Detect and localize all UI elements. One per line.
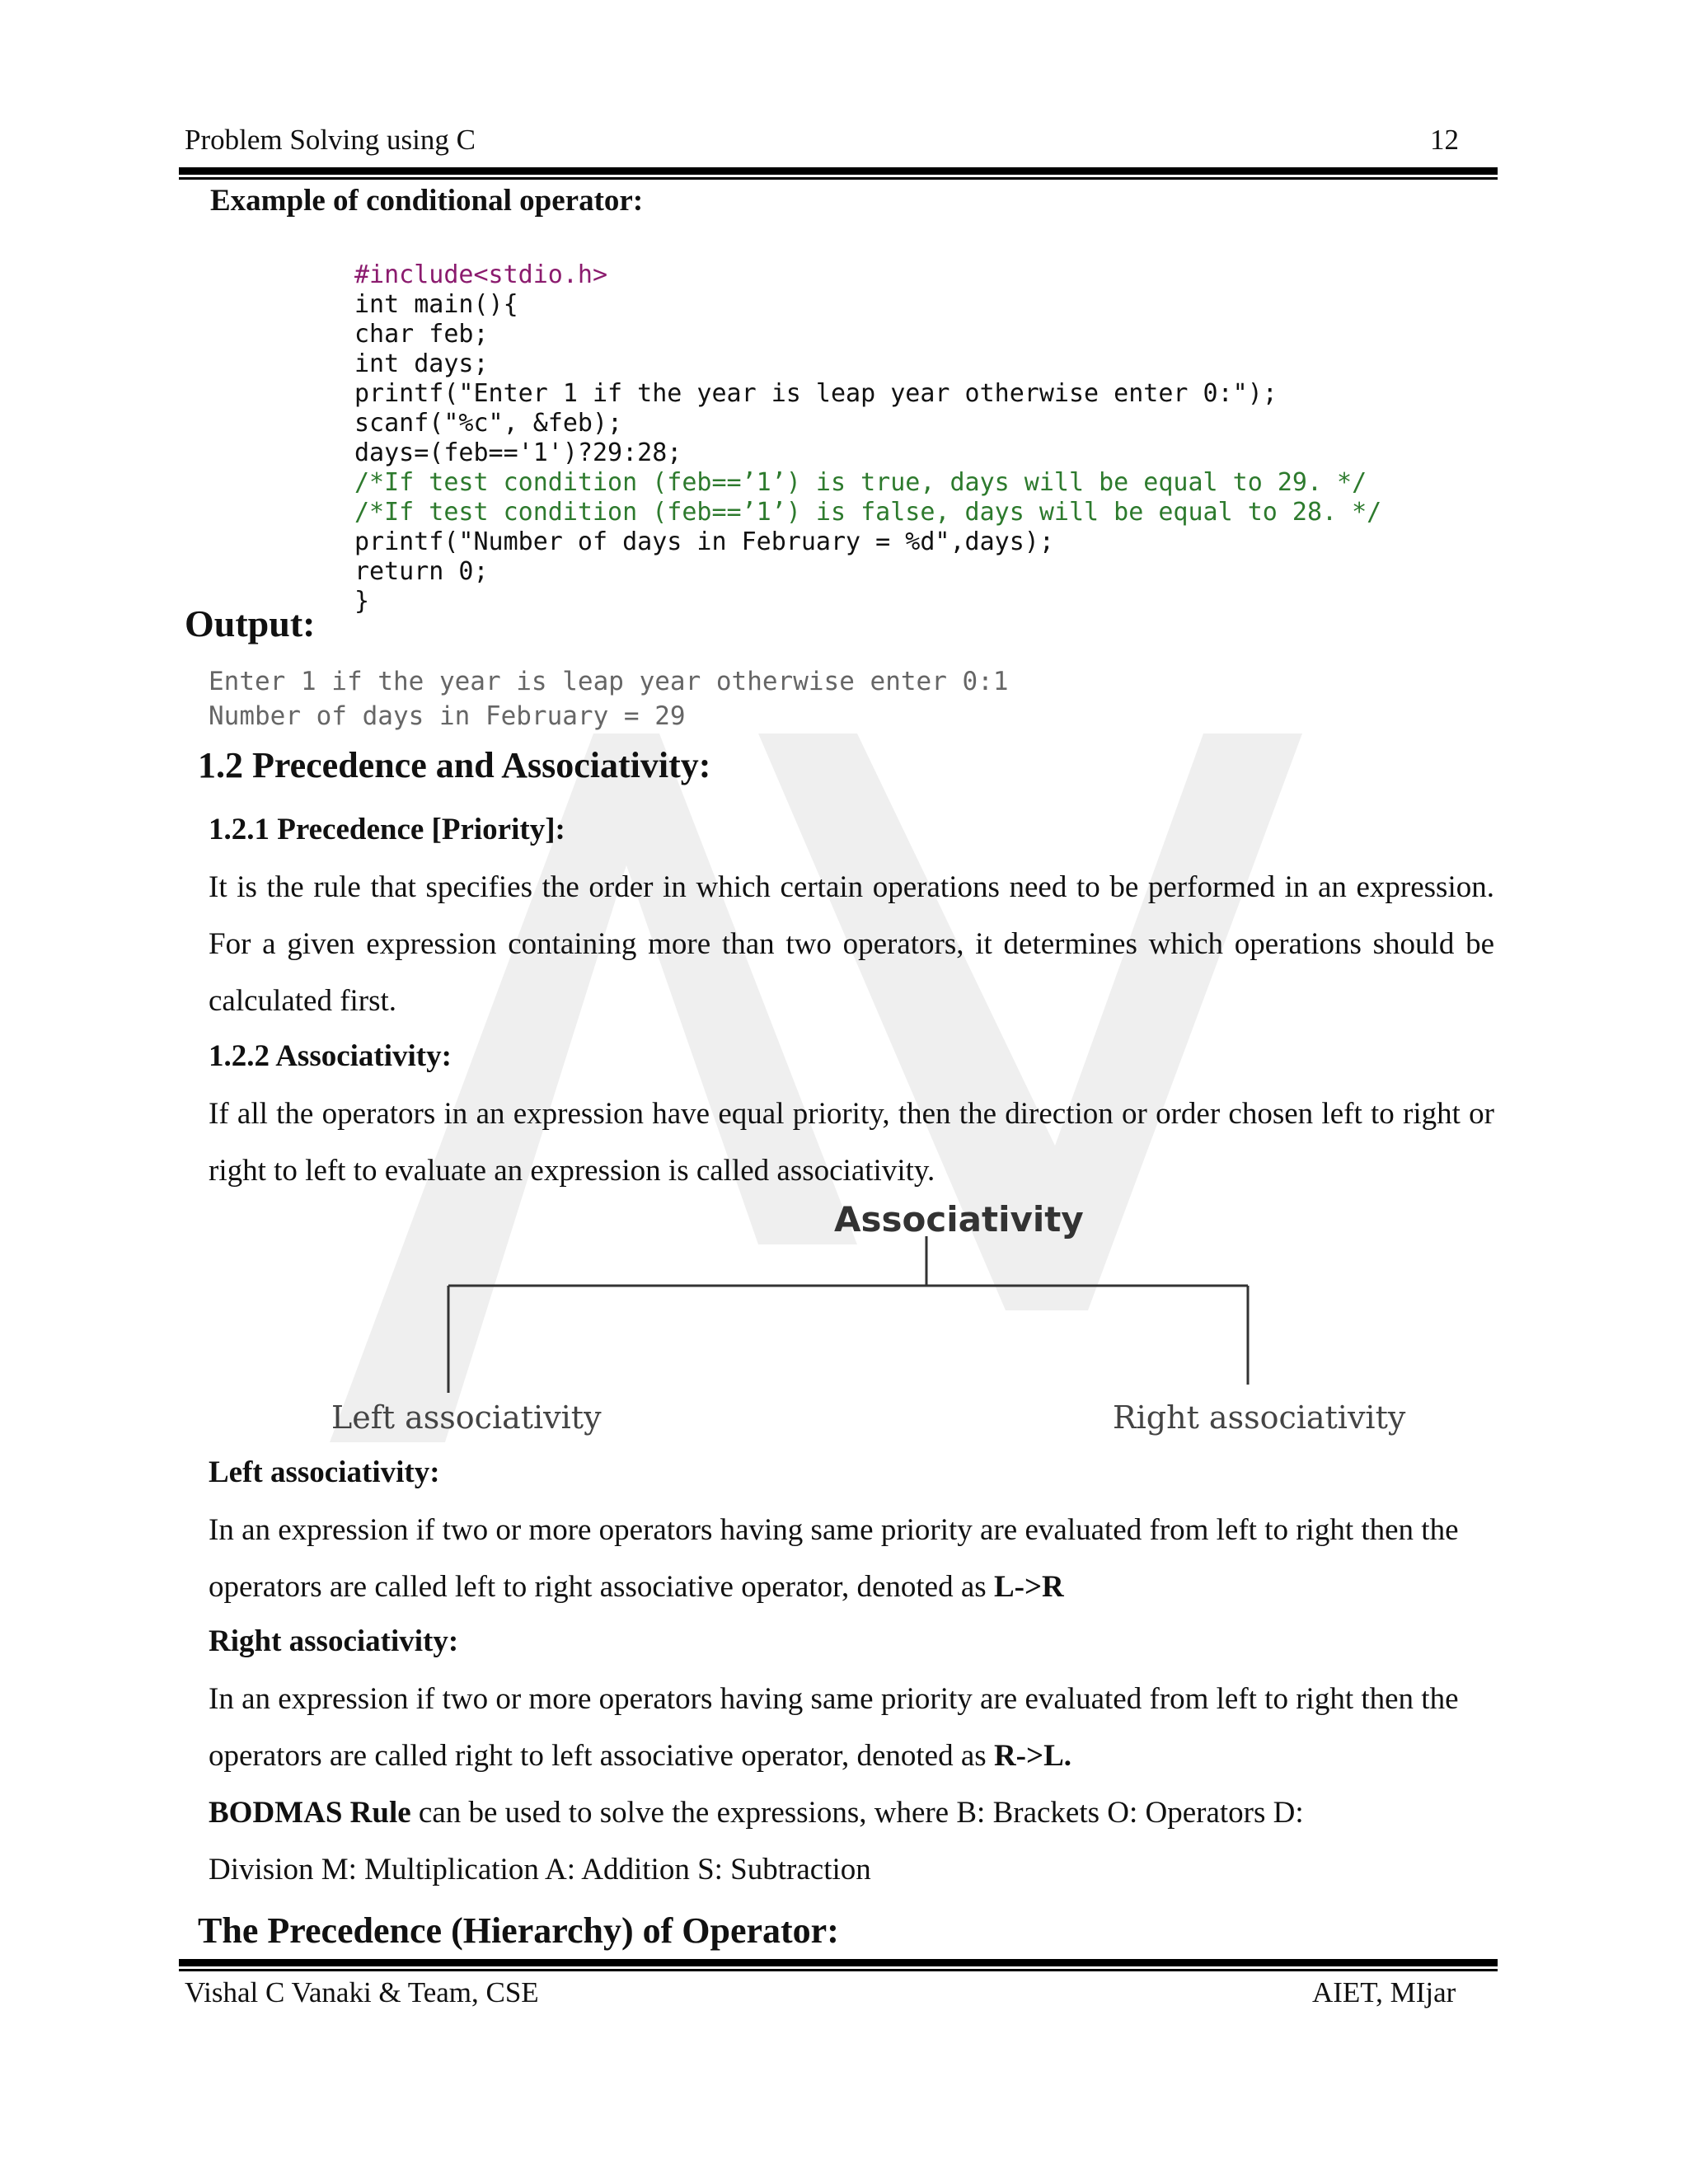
code-line: printf("Number of days in February = %d",days); xyxy=(354,527,1054,556)
left-assoc-notation: L->R xyxy=(993,1570,1064,1604)
precedence-table-heading: The Precedence (Hierarchy) of Operator: xyxy=(198,1910,839,1951)
code-line: char feb; xyxy=(354,320,489,349)
output-line: Enter 1 if the year is leap year otherwise enter 0:1 xyxy=(209,667,1009,696)
output-block xyxy=(209,664,1009,733)
header-rule-thin xyxy=(179,177,1498,180)
right-assoc-heading: Right associativity: xyxy=(209,1624,459,1658)
subsection-heading-precedence: 1.2.1 Precedence [Priority]: xyxy=(209,813,565,846)
bodmas-term: BODMAS Rule xyxy=(209,1796,411,1830)
code-line: printf("Enter 1 if the year is leap year otherwise enter 0:"); xyxy=(354,379,1278,408)
output-line: Number of days in February = 29 xyxy=(209,701,686,731)
associativity-paragraph: If all the operators in an expression have equal priority, then the direction or order chosen left to right or right to left to evaluate an expression is called associativity. xyxy=(209,1097,1494,1188)
code-line: /*If test condition (feb==’1’) is true, days will be equal to 29. */ xyxy=(354,468,1367,497)
code-block xyxy=(354,231,1381,646)
subsection-heading-associativity: 1.2.2 Associativity: xyxy=(209,1039,452,1073)
right-assoc-notation: R->L. xyxy=(993,1739,1071,1773)
code-line: days=(feb=='1')?29:28; xyxy=(354,438,682,467)
code-line: int days; xyxy=(354,349,489,378)
code-line: /*If test condition (feb==’1’) is false, days will be equal to 28. */ xyxy=(354,498,1382,527)
diagram-root: Associativity xyxy=(834,1199,1084,1240)
footer-author: Vishal C Vanaki & Team, CSE xyxy=(185,1976,539,2008)
section-heading-1-2: 1.2 Precedence and Associativity: xyxy=(198,745,711,785)
page-number: 12 xyxy=(1430,124,1459,156)
code-line: scanf("%c", &feb); xyxy=(354,409,623,438)
header-rule xyxy=(179,167,1498,175)
diagram-right-node: Right associativity xyxy=(1113,1399,1406,1436)
code-line: } xyxy=(354,587,370,616)
bodmas-paragraph: BODMAS Rule can be used to solve the expressions, where B: Brackets O: Operators D: Division M: Multiplication A: Addition S: Subtraction xyxy=(209,1796,1304,1886)
code-line: return 0; xyxy=(354,557,489,586)
left-assoc-heading: Left associativity: xyxy=(209,1455,440,1489)
code-line: #include<stdio.h> xyxy=(354,260,608,289)
header-title: Problem Solving using C xyxy=(185,124,476,156)
example-heading: Example of conditional operator: xyxy=(210,184,644,218)
precedence-paragraph: It is the rule that specifies the order in which certain operations need to be performed in an expression. For a given expression containing more than two operators, it determines which operations should be calculated first. xyxy=(209,870,1494,1018)
output-heading: Output: xyxy=(185,602,316,644)
footer-rule-thin xyxy=(179,1969,1498,1971)
left-assoc-paragraph: In an expression if two or more operators having same priority are evaluated from left to right then the operators are called left to right associative operator, denoted as L->R xyxy=(209,1513,1459,1604)
diagram-left-node: Left associativity xyxy=(331,1399,602,1436)
footer-institution: AIET, MIjar xyxy=(1312,1976,1456,2008)
footer-rule xyxy=(179,1959,1498,1966)
right-assoc-paragraph: In an expression if two or more operators having same priority are evaluated from left to right then the operators are called right to left associative operator, denoted as R->L. xyxy=(209,1682,1459,1773)
diagram-connectors xyxy=(437,1236,1261,1401)
code-line: int main(){ xyxy=(354,290,518,319)
